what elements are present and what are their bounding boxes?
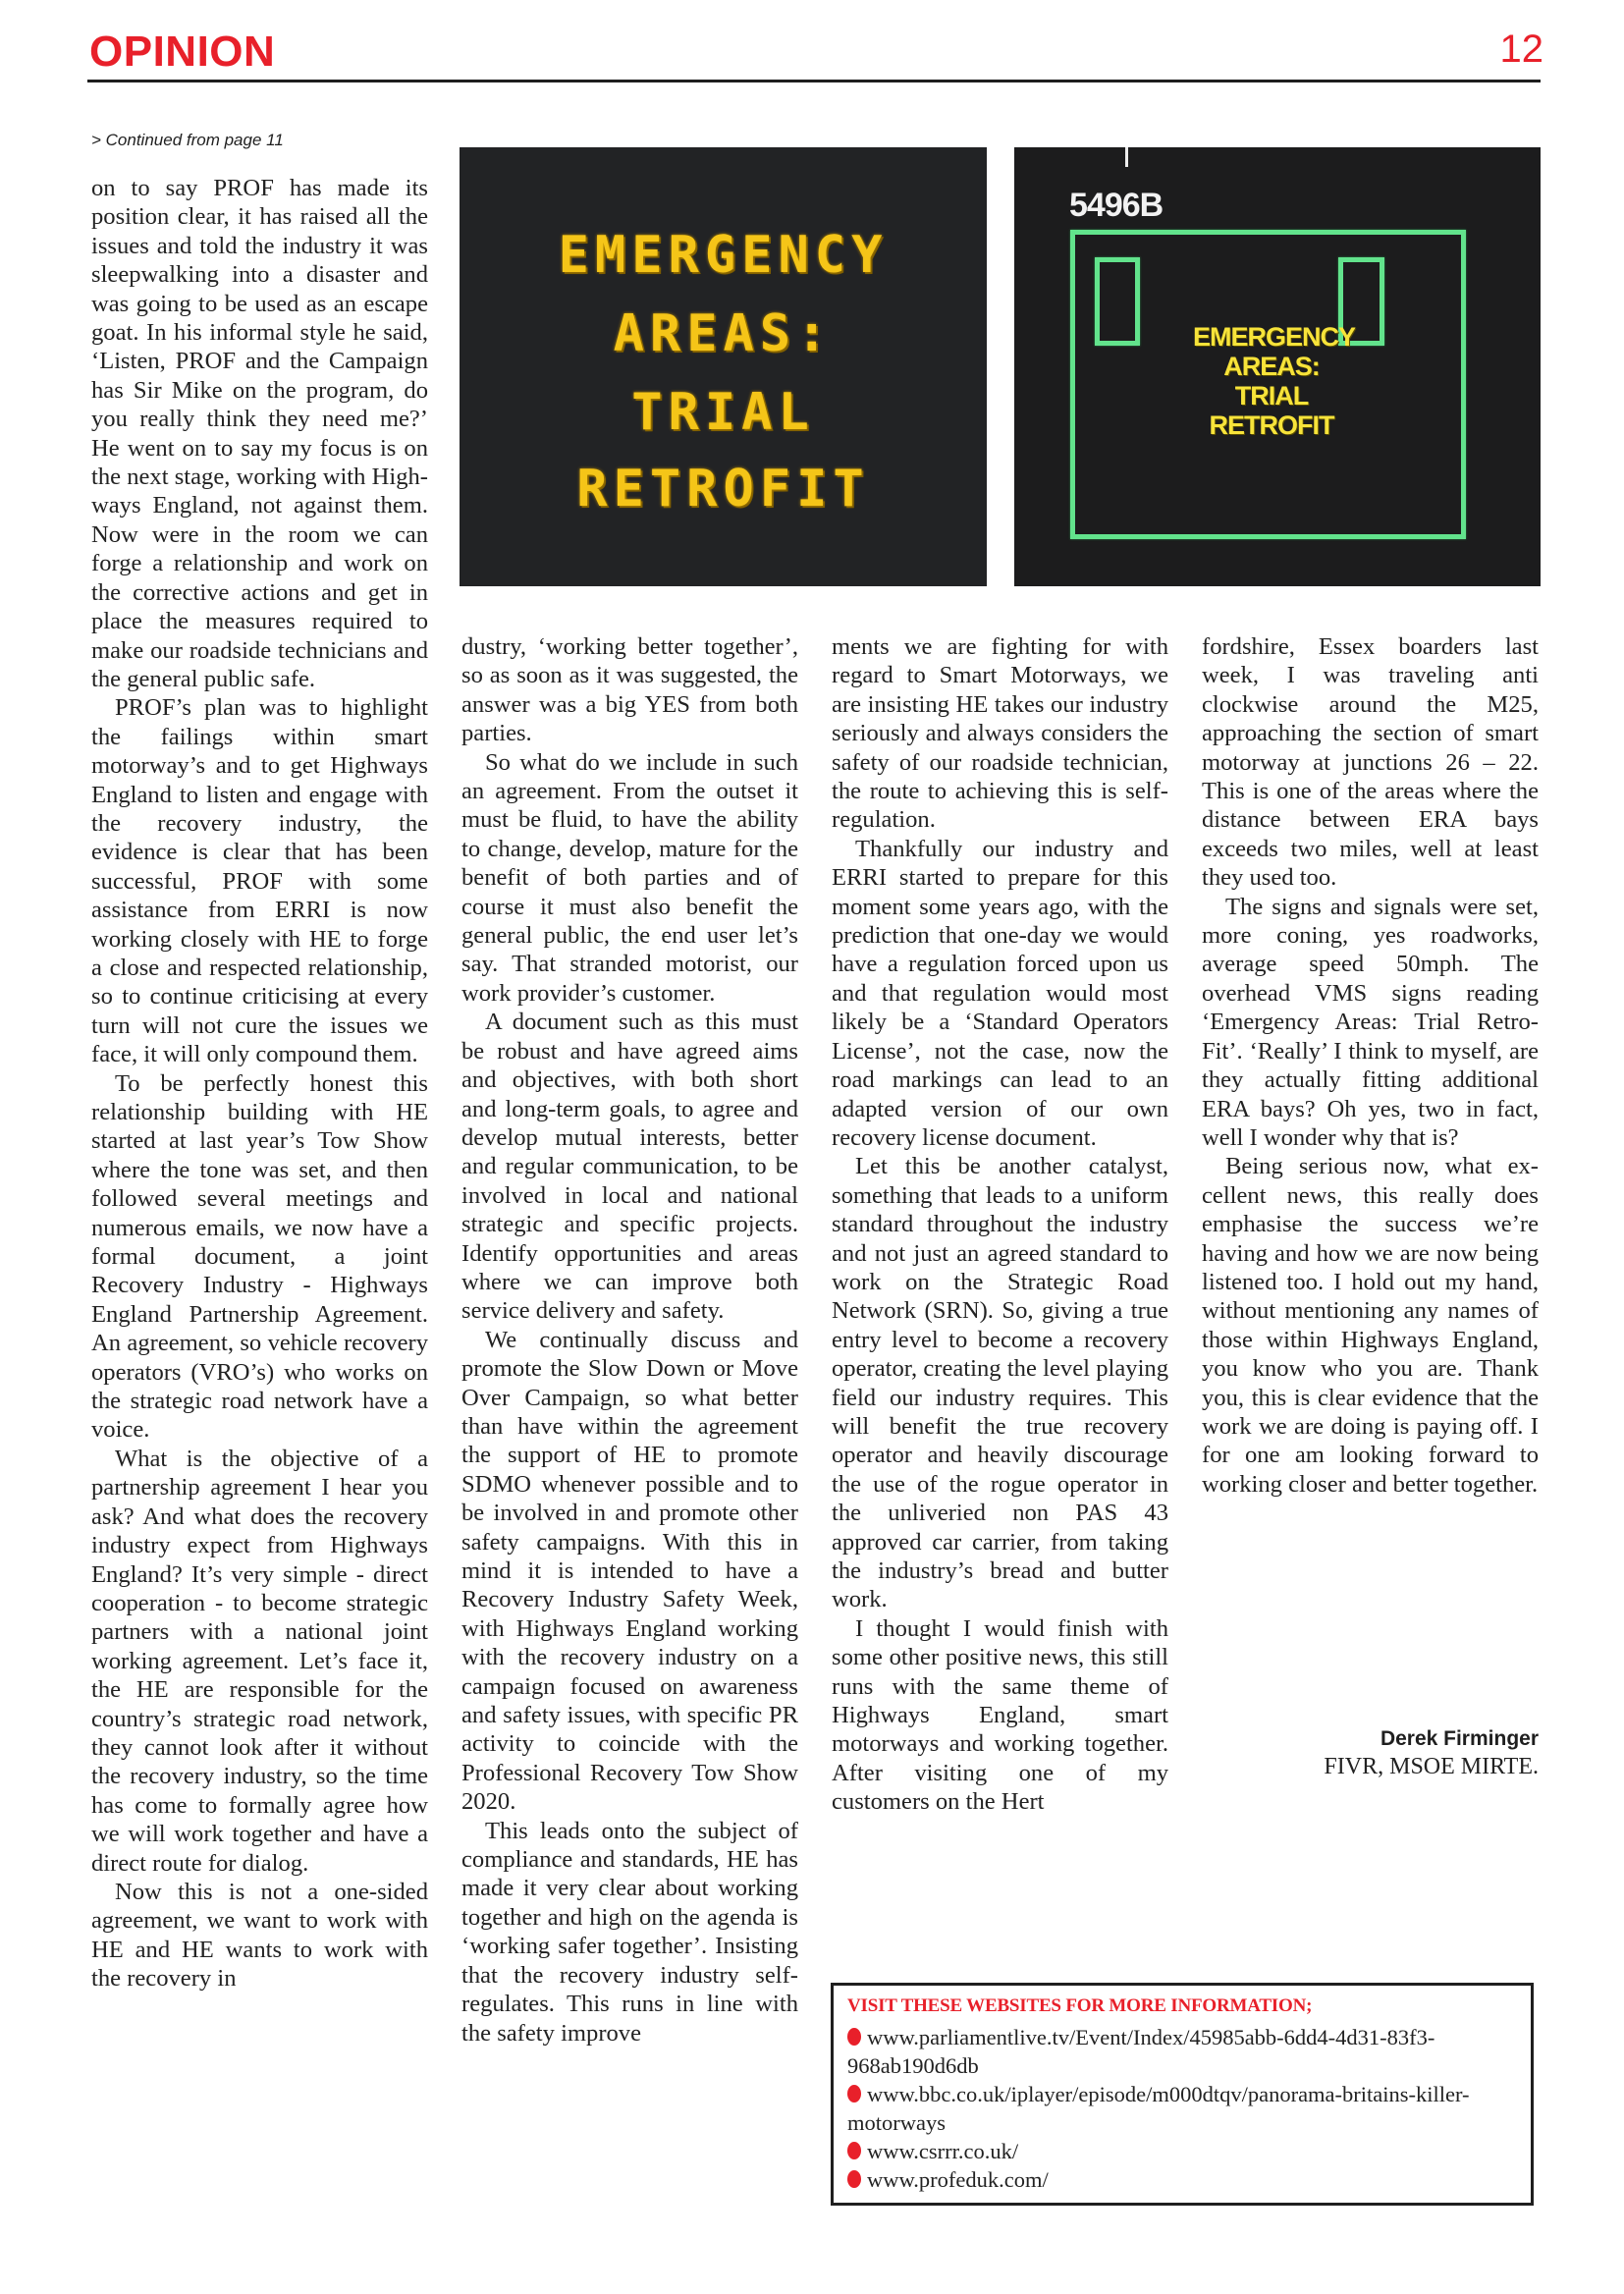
article-paragraph: fordshire, Essex boarders last week, I was traveling anti clockwise around the M25, approaching the section of smart motorway at junctions 26 – 22. This is one of the areas where the distance between ERA bays exceeds two miles, well at least they used too.	[1202, 633, 1539, 892]
bullet-dot-icon	[847, 2142, 861, 2159]
sign-text-line: RETROFIT	[1209, 410, 1334, 440]
vms-text-line: TRIAL	[631, 383, 815, 442]
article-paragraph: Let this be another catalyst, something that leads to a uniform standard throughout the industry and not just an agreed standard to work on the Strategic Road Network (SRN). So, giving a true entry level to become a recovery operator, creating the level playing field our industry requires. This will benefit the true recovery operator and heavily discourage the use of the rogue operator in the unliveried non PAS 43 approved car carrier, from taking the industry’s bread and butter work.	[832, 1153, 1168, 1613]
article-paragraph: We continually discuss and promote the Slow Down or Move Over Campaign, so what better than have within the agreement the support of HE to promote SDMO whenever possible and to be involved in and promote other safety campaigns. With this in mind it is intended to have a Recovery Industry Safety Week, with Highways England working with the recovery industry on a campaign focused on awareness and safety issues, with specific PR activity to coincide with the Professional Recovery Tow Show 2020.	[461, 1326, 798, 1816]
article-paragraph: So what do we include in such an agreement. From the outset it must be fluid, to have the ability to change, develop, mature for the benefit of both parties and of course it must also benefit the general public, the end user let’s say. That stranded motorist, our work provider’s customer.	[461, 748, 798, 1007]
sign-left-square	[1095, 257, 1140, 346]
article-paragraph: on to say PROF has made its position clear, it has raised all the issues and told the industry it was sleepwalking into a disaster and was going to be used as an escape goat. In his informal style he said, ‘Listen, PROF and the Campaign has Sir Mike on the program, do you really think they need me?’ He went on to say my focus is on the next stage, working with Highways England, not against them. Now were in the room we can forge a relationship and work on the corrective actions and get in place the measures required to make our roadside technicians and the general public safe.	[91, 175, 428, 692]
article-column-1	[91, 174, 428, 1994]
website-link-item	[847, 2137, 1517, 2165]
article-paragraph: ments we are fighting for with regard to Smart Motorways, we are insisting HE takes our industry seriously and always considers the safety of our roadside technician, the route to achieving this is self-regulation.	[832, 633, 1168, 834]
website-link-item	[847, 2080, 1517, 2137]
sign-text-line: TRIAL	[1234, 381, 1309, 410]
website-url[interactable]: www.profeduk.com/	[867, 2167, 1049, 2192]
websites-info-box	[831, 1983, 1534, 2206]
vms-text-line: AREAS:	[613, 304, 834, 363]
article-column-2	[461, 632, 798, 2048]
article-paragraph: I thought I would finish with some other positive news, this still runs with the same theme of Highways England, smart motorways and working together. After visiting one of my customers on the Hert	[832, 1614, 1168, 1816]
article-paragraph: This leads onto the subject of compliance and standards, HE has made it very clear about working together and high on the agenda is ‘working safer together’. Insisting that the recovery industry self-regulates. This runs in line with the safety improve	[461, 1817, 798, 2047]
website-url[interactable]: www.bbc.co.uk/iplayer/episode/m000dtqv/panorama-britains-killer-motorways	[847, 2082, 1470, 2135]
article-paragraph: Now this is not a one-sided agreement, we want to work with HE and HE wants to work with the recovery in	[91, 1878, 428, 1993]
sign-message	[1193, 322, 1356, 440]
photo-vms-sign	[460, 147, 987, 586]
sign-id-label: 5496B	[1069, 187, 1164, 224]
article-paragraph: Thankfully our industry and ERRI started to prepare for this moment some years ago, with the prediction that one-day we would have a regulation forced upon us and that regulation would most likely be a ‘Standard Operators License’, not the case, now the road markings can lead to an adapted version of our own recovery license document.	[832, 835, 1168, 1151]
vms-text-line: EMERGENCY	[558, 226, 889, 285]
author-name: Derek Firminger	[1380, 1727, 1539, 1750]
website-url[interactable]: www.csrrr.co.uk/	[867, 2139, 1019, 2163]
website-link-list	[847, 2023, 1517, 2194]
article-paragraph: Being serious now, what excellent news, this really does emphasise the success we’re having and how we are now being listened too. I hold out my hand, without mentioning any names of those within Highways England, you know who you are. Thank you, this is clear evidence that the work we are doing is paying off. I for one am looking forward to working closer and better together.	[1202, 1153, 1539, 1498]
info-box-heading: VISIT THESE WEBSITES FOR MORE INFORMATION;	[847, 1995, 1313, 2016]
website-url[interactable]: www.parliamentlive.tv/Event/Index/45985abb-6dd4-4d31-83f3-968ab190d6db	[847, 2025, 1435, 2078]
article-paragraph: PROF’s plan was to highlight the failings within smart motorway’s and to get Highways England to listen and engage with the recovery industry, the evidence is clear that has been successful, PROF with some assistance from ERRI is now working closely with HE to forge a close and respected relationship, so to continue criticising at every turn will not cure the issues we face, it will only compound them.	[91, 694, 428, 1068]
section-title: OPINION	[89, 27, 276, 76]
bullet-dot-icon	[847, 2170, 861, 2188]
author-byline	[1324, 1725, 1539, 1781]
sign-text-line: EMERGENCY	[1193, 322, 1356, 352]
bullet-dot-icon	[847, 2028, 861, 2046]
sign-mount-mark	[1125, 147, 1128, 167]
continued-from-note: > Continued from page 11	[91, 131, 284, 149]
article-paragraph: What is the objective of a partnership agreement I hear you ask? And what does the recovery industry expect from Highways England? It’s very simple - direct cooperation - to become strategic partners with a national joint working agreement. Let’s face it, the HE are responsible for the country’s strategic road network, they cannot look after it without the recovery industry, so the time has come to formally agree how we will work together and have a direct route for dialog.	[91, 1445, 428, 1877]
vms-text-line: RETROFIT	[576, 460, 870, 519]
header-rule	[87, 80, 1541, 82]
website-link-item	[847, 2023, 1517, 2080]
website-link-item	[847, 2165, 1517, 2194]
article-paragraph: A document such as this must be robust and have agreed aims and objectives, with both short and long-term goals, to agree and develop mutual interests, better and regular communication, to be involved in local and national strategic and specific projects. Identify opportunities and areas where we can improve both service delivery and safety.	[461, 1009, 798, 1325]
sign-text-line: AREAS:	[1223, 352, 1320, 381]
article-column-3	[832, 632, 1168, 1817]
page-number: 12	[1499, 27, 1543, 71]
bullet-dot-icon	[847, 2085, 861, 2103]
article-paragraph: The signs and signals were set, more coning, yes roadworks, average speed 50mph. The overhead VMS signs reading ‘Emergency Areas: Trial Retro-Fit’. ‘Really’ I think to myself, are they actually fitting additional ERA bays? Oh yes, two in fact, well I wonder why that is?	[1202, 893, 1539, 1151]
article-paragraph: dustry, ‘working better together’, so as soon as it was suggested, the answer was a big YES from both parties.	[461, 633, 798, 747]
photo-overhead-sign	[1014, 147, 1541, 586]
author-credentials: FIVR, MSOE MIRTE.	[1324, 1754, 1539, 1779]
article-paragraph: To be perfectly honest this relationship building with HE started at last year’s Tow Show where the tone was set, and then followed several meetings and numerous emails, we now have a formal document, a joint Recovery Industry - Highways England Partnership Agreement. An agreement, so vehicle recovery operators (VRO’s) who works on the strategic road network have a voice.	[91, 1069, 428, 1444]
article-column-4	[1202, 632, 1539, 1499]
